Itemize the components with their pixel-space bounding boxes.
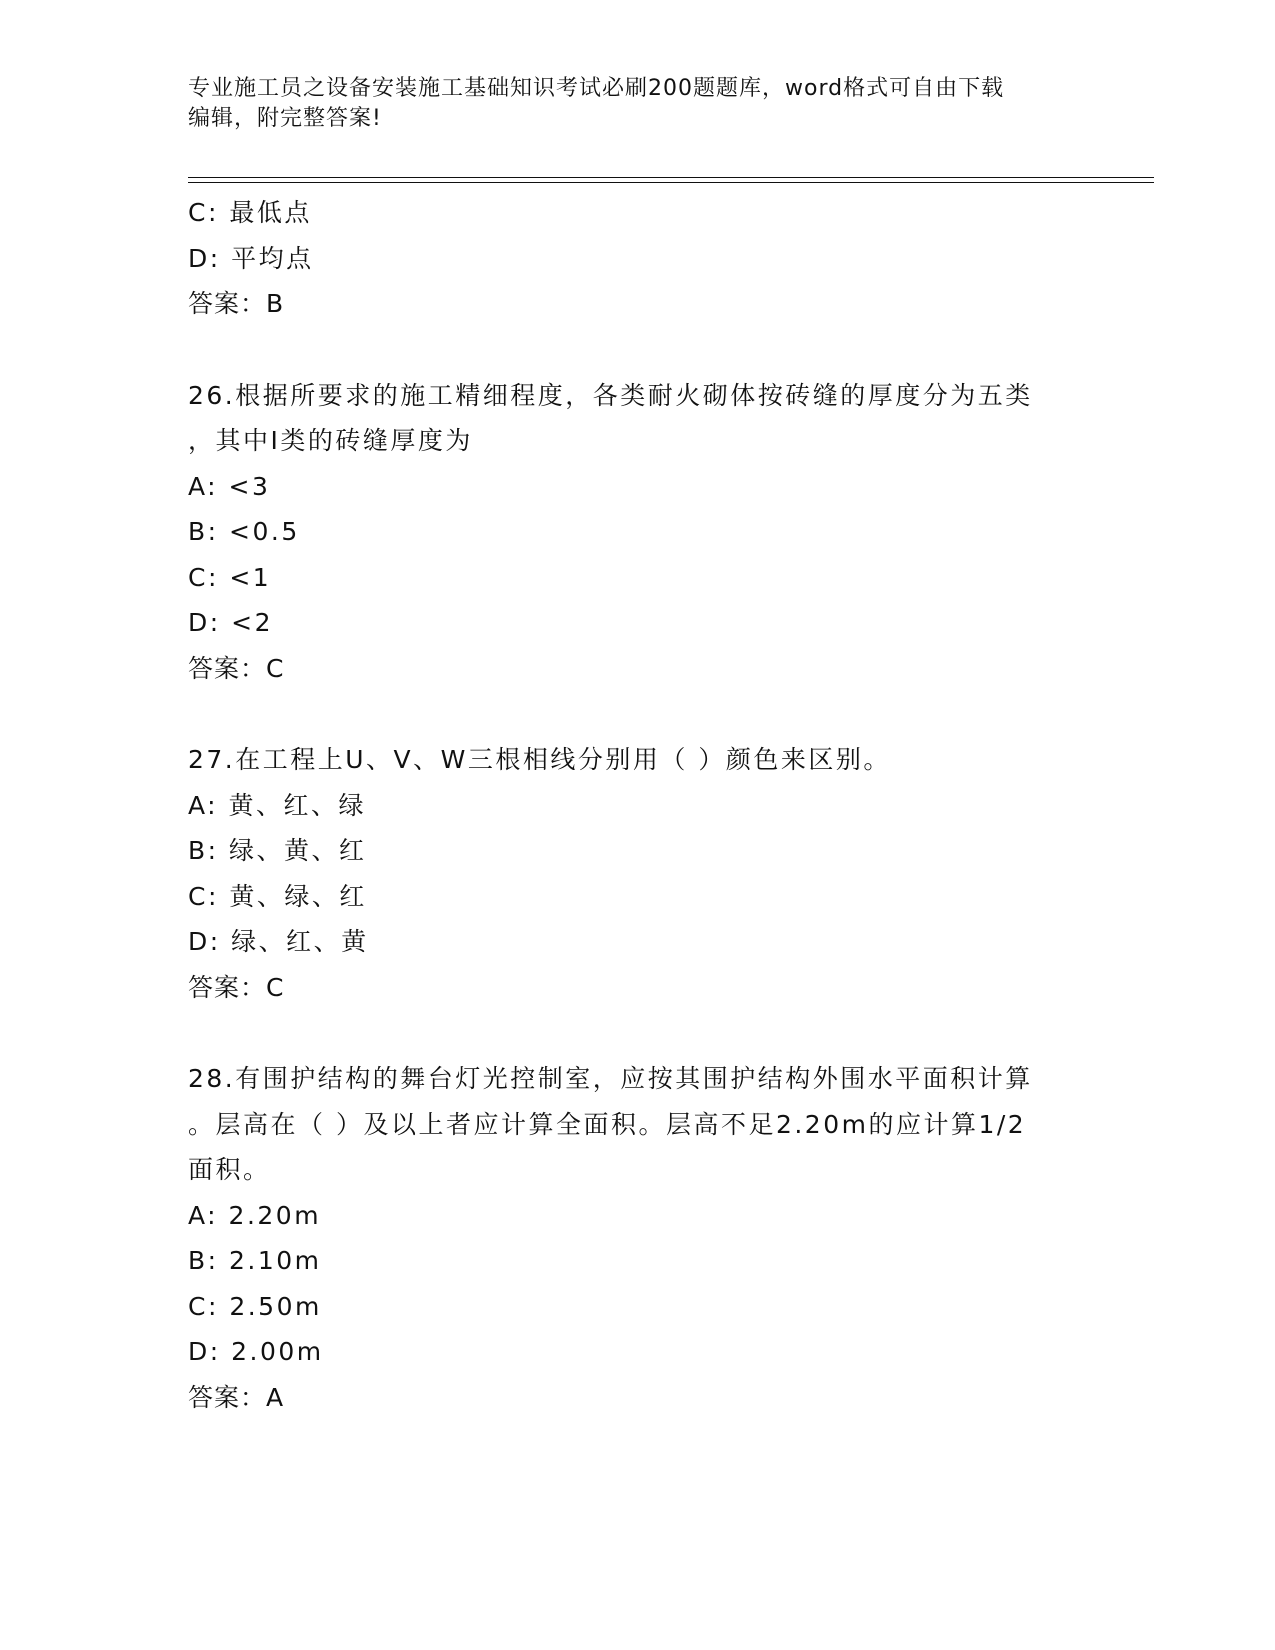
- document-body: [188, 190, 1088, 1420]
- question-stem: 27.在工程上U、V、W三根相线分别用（ ）颜色来区别。: [188, 745, 891, 774]
- question-27: [188, 737, 1088, 1010]
- option-c: C: 最低点: [188, 198, 312, 227]
- answer-line: 答案：B: [188, 289, 285, 318]
- question-26: [188, 373, 1088, 692]
- option-c: C: 2.50m: [188, 1291, 322, 1321]
- answer-line: 答案：A: [188, 1382, 285, 1412]
- header-line-1: 专业施工员之设备安装施工基础知识考试必刷200题题库，word格式可自由下载: [188, 76, 1005, 101]
- option-c: C: <1: [188, 562, 272, 592]
- header-divider-bottom: [188, 182, 1154, 183]
- option-b: B: <0.5: [188, 517, 300, 546]
- document-header: [188, 74, 1068, 134]
- option-d: D: 平均点: [188, 243, 314, 273]
- spacer: [188, 327, 1088, 373]
- question-stem: 。层高在（ ）及以上者应计算全面积。层高不足2.20m的应计算1/2: [188, 1109, 1027, 1139]
- option-d: D: <2: [188, 608, 273, 637]
- option-a: A: 黄、红、绿: [188, 790, 367, 820]
- option-b: B: 绿、黄、红: [188, 836, 367, 865]
- option-c: C: 黄、绿、红: [188, 881, 367, 911]
- option-d: D: 绿、红、黄: [188, 927, 369, 956]
- option-b: B: 2.10m: [188, 1246, 322, 1275]
- option-a: A: <3: [188, 471, 271, 501]
- question-stem: 面积。: [188, 1155, 271, 1184]
- spacer: [188, 1010, 1088, 1056]
- prev-question-block: [188, 190, 1088, 327]
- option-d: D: 2.00m: [188, 1337, 324, 1366]
- spacer: [188, 691, 1088, 737]
- question-stem: ，其中Ⅰ类的砖缝厚度为: [188, 426, 473, 455]
- option-a: A: 2.20m: [188, 1200, 322, 1230]
- question-28: [188, 1056, 1088, 1420]
- answer-line: 答案：C: [188, 972, 285, 1002]
- header-line-2: 编辑，附完整答案!: [188, 106, 382, 131]
- question-stem: 26.根据所要求的施工精细程度，各类耐火砌体按砖缝的厚度分为五类: [188, 380, 1033, 410]
- answer-line: 答案：C: [188, 653, 285, 683]
- question-stem: 28.有围护结构的舞台灯光控制室，应按其围护结构外围水平面积计算: [188, 1064, 1033, 1093]
- header-divider-top: [188, 177, 1154, 178]
